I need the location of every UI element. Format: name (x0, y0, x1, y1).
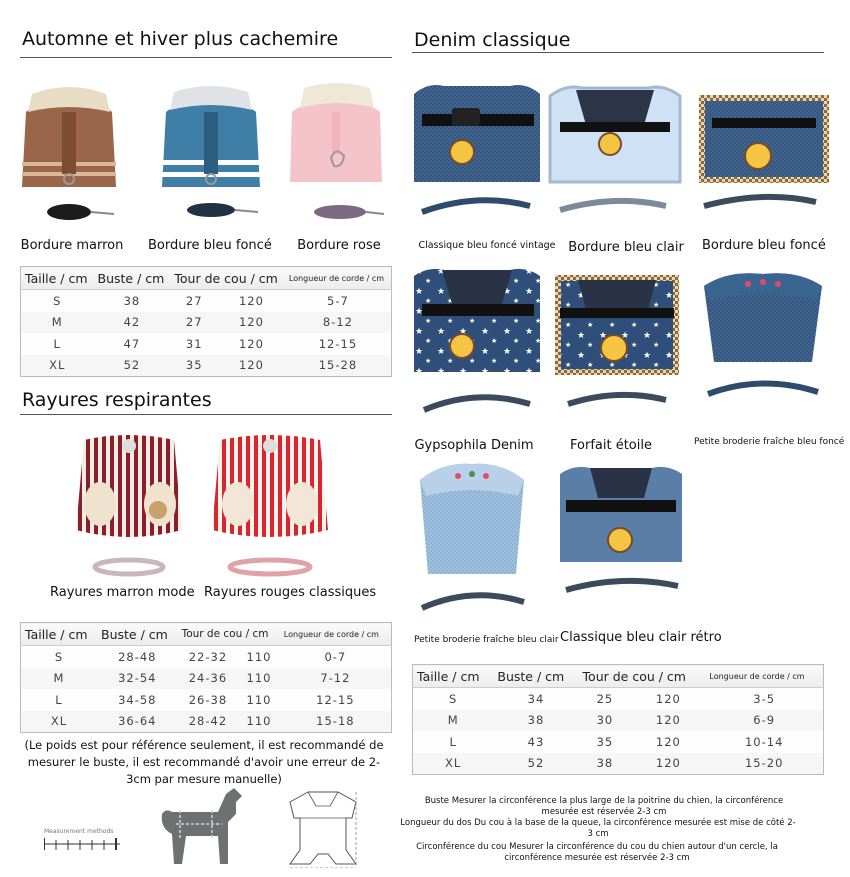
ruler-icon (44, 838, 122, 852)
table-cell: 30 (579, 710, 632, 732)
measurement-caption: Measurement methods (44, 828, 114, 835)
table-cell: M (21, 312, 94, 334)
measurement-disclaimer: (Le poids est pour référence seulement, il est recommandé de mesurer le buste, il est recommandé d'avoir une erreur de 2-3cm par mesure manuelle) (24, 738, 384, 786)
table-cell: 34 (493, 688, 578, 710)
table-cell: 42 (94, 312, 171, 334)
product-image-retro-light-blue[interactable] (556, 462, 686, 622)
table-header: Longueur de corde / cm (280, 623, 392, 646)
product-image-brown-border[interactable] (18, 82, 120, 227)
dog-silhouette-icon (156, 784, 246, 868)
table-cell: L (413, 731, 494, 753)
product-label: Rayures marron mode (50, 585, 195, 600)
table-row (21, 312, 392, 334)
table-cell: 38 (94, 290, 171, 312)
table-cell: 36-64 (97, 711, 178, 733)
table-header: Tour de cou / cm (178, 623, 280, 646)
product-image-navy-border[interactable] (158, 82, 264, 227)
table-cell: 35 (170, 355, 218, 377)
table-cell: S (21, 290, 94, 312)
table-cell: 8-12 (285, 312, 392, 334)
table-header: Longueur de corde / cm (285, 267, 392, 290)
product-label: Bordure bleu foncé (702, 238, 826, 253)
table-cell: 38 (493, 710, 578, 732)
table-cell: 110 (238, 646, 279, 668)
table-cell: 12-15 (285, 333, 392, 355)
table-cell: 110 (238, 668, 279, 690)
product-image-pink-border[interactable] (286, 82, 386, 227)
product-label: Classique bleu clair rétro (560, 630, 722, 645)
table-cell: 110 (238, 689, 279, 711)
table-cell: 120 (631, 731, 705, 753)
table-cell: L (21, 333, 94, 355)
table-row (21, 689, 392, 711)
table-cell: 28-48 (97, 646, 178, 668)
harness-outline-icon (282, 788, 364, 868)
table-row (21, 333, 392, 355)
table-row (21, 290, 392, 312)
table-row (21, 646, 392, 668)
table-cell: 120 (631, 710, 705, 732)
table-cell: 38 (579, 753, 632, 775)
table-cell: 34-58 (97, 689, 178, 711)
table-cell: 120 (218, 312, 285, 334)
table-cell: 32-54 (97, 668, 178, 690)
product-label: Rayures rouges classiques (204, 585, 377, 600)
product-label: Bordure bleu foncé (148, 238, 272, 253)
product-label: Gypsophila Denim (414, 438, 534, 453)
table-row (413, 731, 824, 753)
table-header: Buste / cm (97, 623, 178, 646)
table-cell: 15-18 (280, 711, 392, 733)
table-cell: 110 (238, 711, 279, 733)
table-header: Buste / cm (94, 267, 171, 290)
table-row (413, 688, 824, 710)
table-cell: XL (413, 753, 494, 775)
table-header: Taille / cm (21, 267, 94, 290)
product-image-embroidery-dark[interactable] (698, 266, 828, 426)
table-header: Buste / cm (493, 665, 578, 688)
product-image-dark-blue-border[interactable] (698, 86, 830, 236)
section-divider (20, 414, 392, 415)
measurement-note-back: Longueur du dos Du cou à la base de la queue, la circonférence mesurée est mise de côté 2-3 cm (400, 818, 796, 839)
table-cell: 52 (493, 753, 578, 775)
table-cell: 5-7 (285, 290, 392, 312)
table-cell: L (21, 689, 98, 711)
table-cell: 28-42 (178, 711, 239, 733)
product-label: Forfait étoile (570, 438, 652, 453)
product-image-embroidery-light[interactable] (412, 456, 532, 626)
table-cell: 0-7 (280, 646, 392, 668)
table-row (413, 710, 824, 732)
table-cell: M (21, 668, 98, 690)
product-image-star-package[interactable] (552, 268, 682, 428)
section-title-stripes: Rayures respirantes (22, 389, 212, 411)
table-cell: 24-36 (178, 668, 239, 690)
product-label: Petite broderie fraîche bleu clair (414, 635, 559, 645)
size-table-stripes (20, 622, 392, 733)
table-cell: 10-14 (705, 731, 823, 753)
section-divider (412, 52, 824, 53)
table-header: Taille / cm (21, 623, 98, 646)
table-cell: XL (21, 355, 94, 377)
table-cell: 120 (218, 355, 285, 377)
table-cell: M (413, 710, 494, 732)
section-divider (20, 57, 392, 58)
table-cell: 27 (170, 312, 218, 334)
product-image-gypsophila-denim[interactable] (412, 264, 542, 424)
table-cell: 7-12 (280, 668, 392, 690)
table-header: Tour de cou / cm (579, 665, 706, 688)
measurement-note-chest: Buste Mesurer la circonférence la plus large de la poitrine du chien, la circonférence mesurée est réservée 2-3 cm (424, 796, 784, 817)
product-label: Classique bleu foncé vintage (418, 240, 556, 251)
table-cell: 120 (631, 753, 705, 775)
product-label: Bordure marron (20, 238, 124, 253)
table-row (21, 711, 392, 733)
table-cell: 25 (579, 688, 632, 710)
table-cell: 27 (170, 290, 218, 312)
size-table-denim (412, 664, 824, 775)
measurement-note-neck: Circonférence du cou Mesurer la circonférence du cou du chien autour d'un cercle, la circonférence mesurée est réservée 2-3 cm (416, 842, 778, 863)
table-cell: S (413, 688, 494, 710)
table-cell: 31 (170, 333, 218, 355)
product-image-vintage-navy[interactable] (412, 80, 542, 230)
table-header: Tour de cou / cm (170, 267, 285, 290)
table-cell: XL (21, 711, 98, 733)
table-cell: 47 (94, 333, 171, 355)
table-cell: 52 (94, 355, 171, 377)
product-image-light-blue-border[interactable] (546, 82, 684, 232)
product-label: Petite broderie fraîche bleu foncé (694, 437, 845, 447)
table-row (21, 668, 392, 690)
product-image-brown-stripes[interactable] (70, 432, 188, 584)
table-header: Longueur de corde / cm (705, 665, 823, 688)
table-cell: 6-9 (705, 710, 823, 732)
table-cell: 15-28 (285, 355, 392, 377)
table-cell: 22-32 (178, 646, 239, 668)
table-cell: 43 (493, 731, 578, 753)
table-row (413, 753, 824, 775)
table-cell: 120 (218, 333, 285, 355)
table-header: Taille / cm (413, 665, 494, 688)
product-image-red-stripes[interactable] (206, 432, 334, 584)
table-cell: 3-5 (705, 688, 823, 710)
section-title-denim: Denim classique (414, 29, 571, 51)
product-label: Bordure bleu clair (568, 240, 684, 255)
table-cell: 26-38 (178, 689, 239, 711)
size-table-autumn (20, 266, 392, 377)
table-cell: 12-15 (280, 689, 392, 711)
table-row (21, 355, 392, 377)
table-cell: S (21, 646, 98, 668)
table-cell: 35 (579, 731, 632, 753)
table-cell: 120 (631, 688, 705, 710)
product-label: Bordure rose (297, 238, 381, 253)
table-cell: 15-20 (705, 753, 823, 775)
section-title-autumn: Automne et hiver plus cachemire (22, 28, 339, 50)
table-cell: 120 (218, 290, 285, 312)
